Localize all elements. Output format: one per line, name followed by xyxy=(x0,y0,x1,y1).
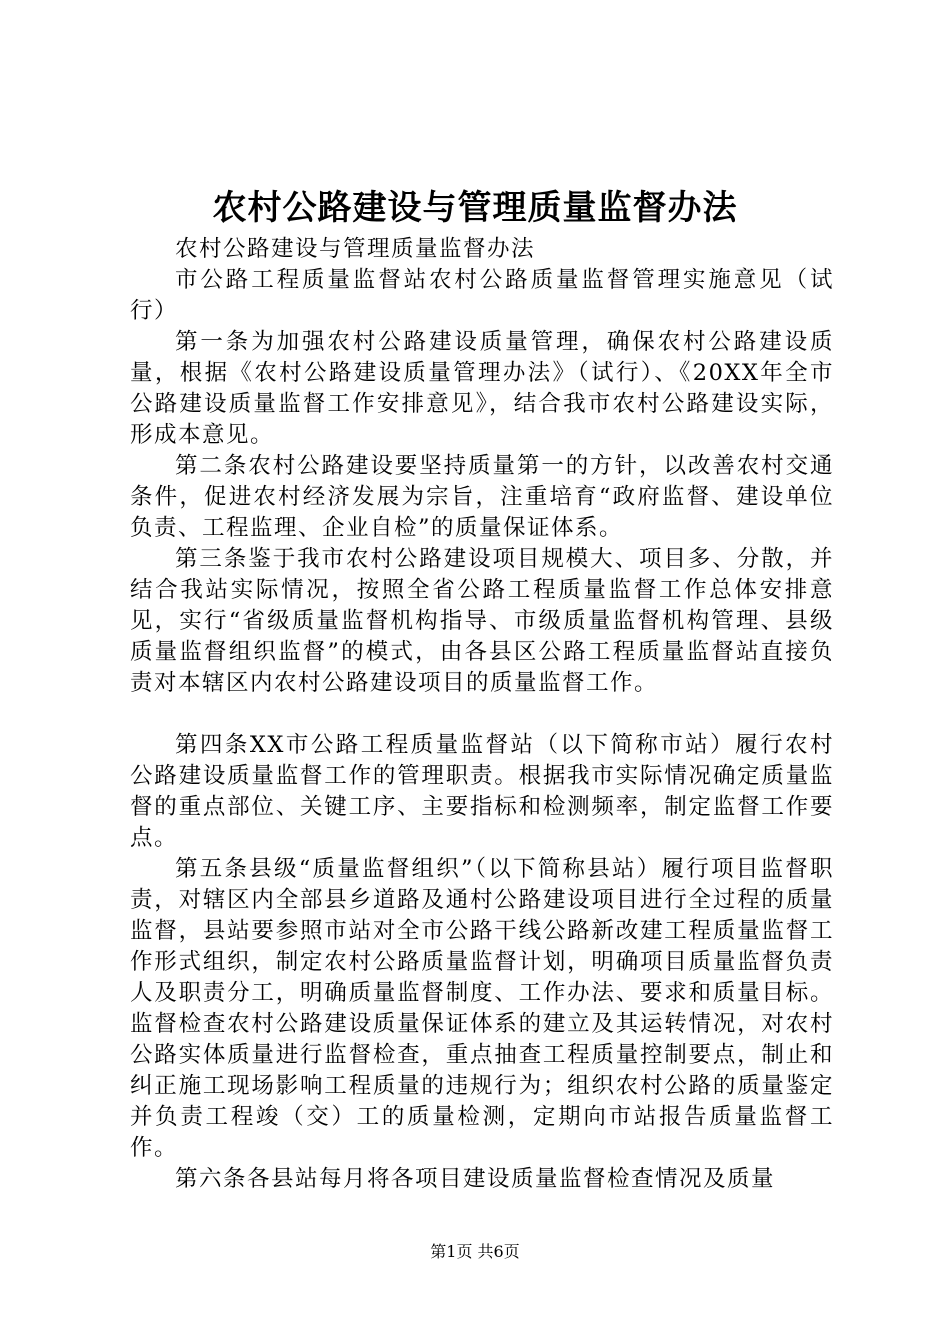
paragraph-heading: 市公路工程质量监督站农村公路质量监督管理实施意见（试行） xyxy=(130,267,834,324)
paragraph-article-2: 第二条农村公路建设要坚持质量第一的方针，以改善农村交通条件，促进农村经济发展为宗旨，注重培育“政府监督、建设单位负责、工程监理、企业自检”的质量保证体系。 xyxy=(130,453,834,541)
document-title: 农村公路建设与管理质量监督办法 xyxy=(212,188,738,228)
paragraph-article-1: 第一条为加强农村公路建设质量管理，确保农村公路建设质量，根据《农村公路建设质量管理办法》（试行）、《20XX年全市公路建设质量监督工作安排意见》，结合我市农村公路建设实际，形成本意见。 xyxy=(130,329,834,448)
page-number: 第1页 共6页 xyxy=(430,1242,520,1261)
document-body xyxy=(130,234,834,1195)
paragraph-article-6: 第六条各县站每月将各项目建设质量监督检查情况及质量 xyxy=(175,1166,776,1192)
paragraph-article-4: 第四条XX市公路工程质量监督站（以下简称市站）履行农村公路建设质量监督工作的管理职责。根据我市实际情况确定质量监督的重点部位、关键工序、主要指标和检测频率，制定监督工作要点。 xyxy=(130,732,834,851)
paragraph-subtitle: 农村公路建设与管理质量监督办法 xyxy=(175,236,536,262)
paragraph-article-3: 第三条鉴于我市农村公路建设项目规模大、项目多、分散，并结合我站实际情况，按照全省公路工程质量监督工作总体安排意见，实行“省级质量监督机构指导、市级质量监督机构管理、县级质量监督组织监督”的模式，由各县区公路工程质量监督站直接负责对本辖区内农村公路建设项目的质量监督工作。 xyxy=(130,546,834,696)
paragraph-article-5: 第五条县级“质量监督组织”（以下简称县站）履行项目监督职责，对辖区内全部县乡道路及通村公路建设项目进行全过程的质量监督，县站要参照市站对全市公路干线公路新改建工程质量监督工作形式组织，制定农村公路质量监督计划，明确项目质量监督负责人及职责分工，明确质量监督制度、工作办法、要求和质量目标。监督检查农村公路建设质量保证体系的建立及其运转情况，对农村公路实体质量进行监督检查，重点抽查工程质量控制要点，制止和纠正施工现场影响工程质量的违规行为；组织农村公路的质量鉴定并负责工程竣（交）工的质量检测，定期向市站报告质量监督工作。 xyxy=(130,856,834,1161)
